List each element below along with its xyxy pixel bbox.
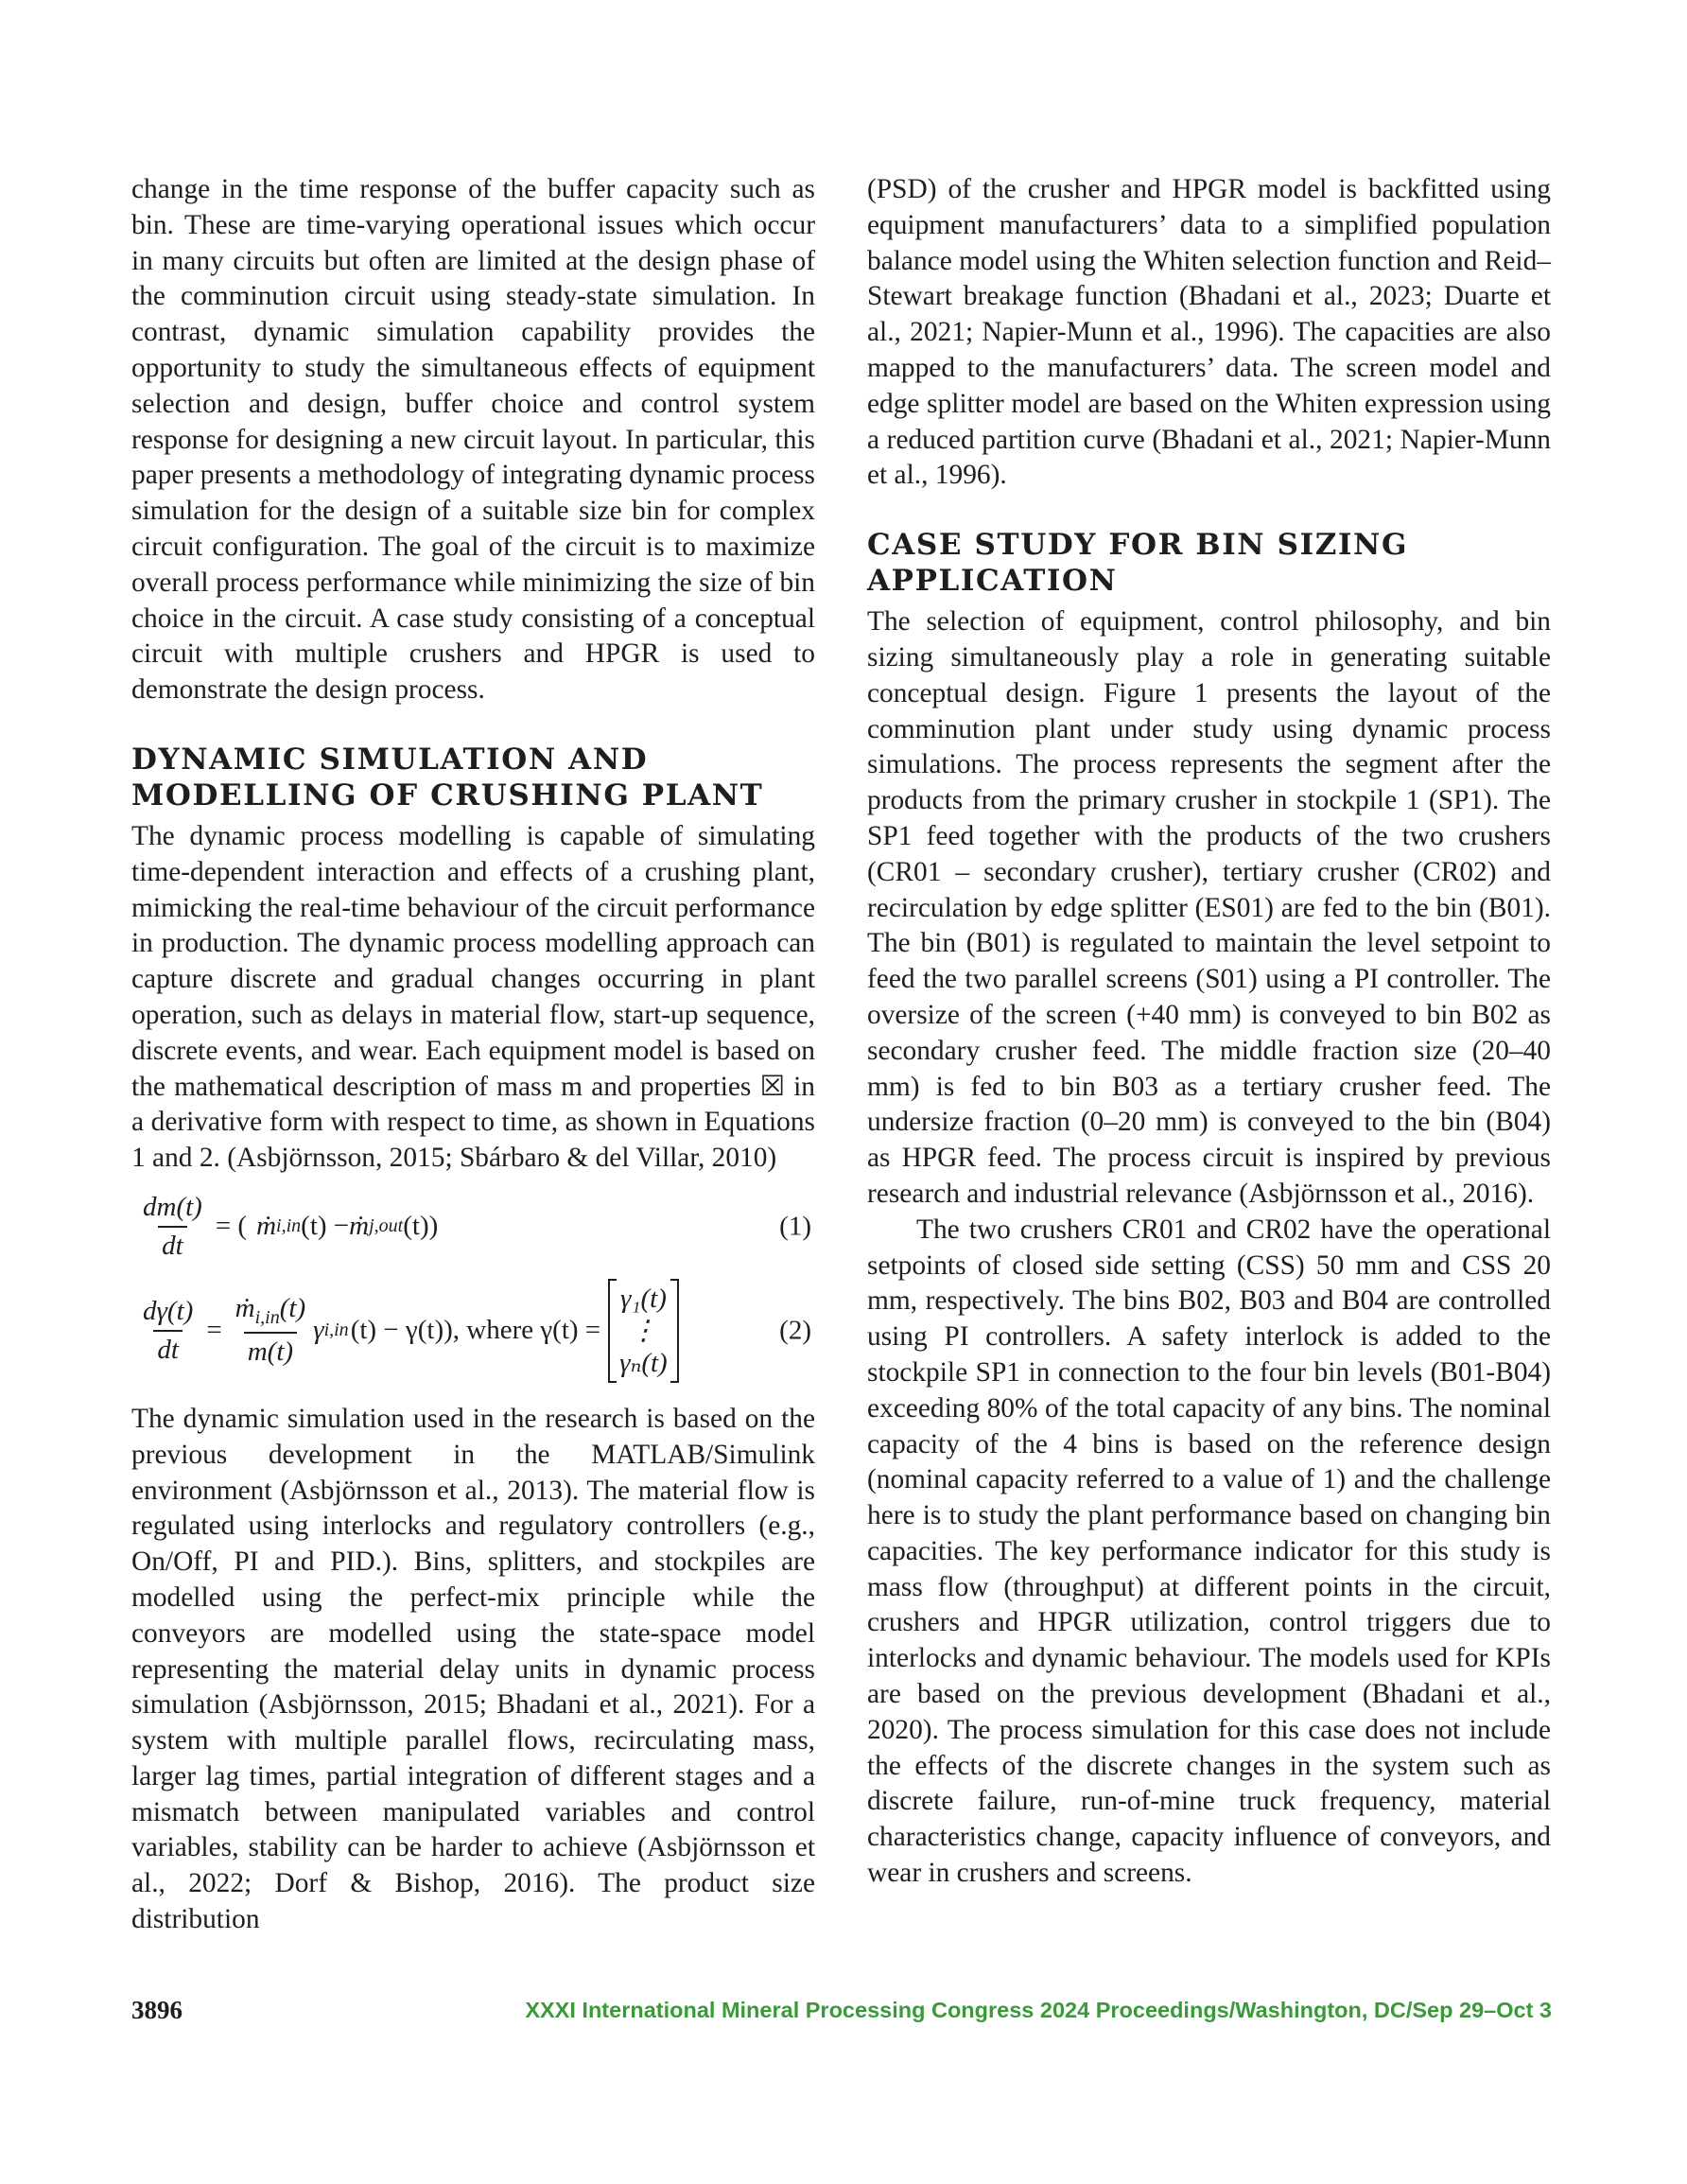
equation-2-number: (2) [779, 1315, 811, 1346]
page-footer [131, 1996, 1552, 2034]
case-study-paragraph: The selection of equipment, control philosophy, and bin sizing simultaneously play a role in generating suitable conceptual design. Figure 1 presents the layout of the comminution plant under study using dynamic process simulations. The process represents the segment after the products from the primary crusher in stockpile 1 (SP1). The SP1 feed together with the products of the two crushers (CR01 – secondary crusher), tertiary crusher (CR02) and recirculation by edge splitter (ES01) are fed to the bin (B01). The bin (B01) is regulated to maintain the level setpoint to feed the two parallel screens (S01) using a PI controller. The oversize of the screen (+40 mm) is conveyed to bin B02 as secondary crusher feed. The middle fraction size (20–40 mm) is fed to bin B03 as a tertiary crusher feed. The undersize fraction (0–20 mm) is conveyed to the bin (B04) as HPGR feed. The process circuit is inspired by previous research and industrial relevance (Asbjörnsson et al., 2016). [867, 606, 1551, 1209]
equation-1-lhs: $\frac{dm(t)}{dt}$ [143, 1191, 202, 1261]
left-column [131, 172, 815, 1938]
simulation-paragraph: The dynamic simulation used in the research is based on the previous development in the MATLAB/Simulink environment (Asbjörnsson et al., 2013). The material flow is regulated using interlocks and regulatory controllers (e.g., On/Off, PI and PID.). Bins, splitters, and stockpiles are modelled using the perfect-mix principle while the conveyors are modelled using the state-space model representing the material delay units in dynamic process simulation (Asbjörnsson, 2015; Bhadani et al., 2021). For a system with multiple parallel flows, recirculating mass, larger lag times, partial integration of different stages and a mismatch between manipulated variables and control variables, stability can be harder to achieve (Asbjörnsson et al., 2022; Dorf & Bishop, 2016). The product size distribution [131, 1403, 815, 1935]
heading-line: MODELLING OF CRUSHING PLANT [131, 778, 764, 812]
heading-line: APPLICATION [867, 564, 1118, 599]
section-heading-dynamic-simulation [131, 742, 815, 813]
running-footer-title: XXXI International Mineral Processing Congress 2024 Proceedings/Washington, DC/Sep 29–Oct 3 [525, 1998, 1552, 2022]
crushers-paragraph: The two crushers CR01 and CR02 have the operational setpoints of closed side setting (CSS) 50 mm and CSS 20 mm, respectively. The bins B02, B03 and B04 are controlled using PI controllers. A safety interlock is added to the stockpile SP1 in connection to the four bin levels (B01-B04) exceeding 80% of the total capacity of any bins. The nominal capacity of the 4 bins is based on the reference design (nominal capacity referred to a value of 1) and the challenge here is to study the plant performance based on changing bin capacities. The key performance indicator for this study is mass flow (throughput) at different points in the circuit, crushers and HPGR utilization, control triggers due to interlocks and dynamic behaviour. The models used for KPIs are based on the previous development (Bhadani et al., 2020). The process simulation for this case does not include the effects of the discrete changes in the system such as discrete failure, run-of-mine truck frequency, material characteristics change, capacity influence of conveyors, and wear in crushers and screens. [867, 1214, 1551, 1889]
equation-1: $\frac{dm(t)}{dt}$ = ( ṁ i,in (t) − ṁ j,out (t)) (1) [131, 1184, 815, 1269]
intro-paragraph: change in the time response of the buffer capacity such as bin. These are time-varying operational issues which occur in many circuits but often are limited at the design phase of the comminution circuit using steady-state simulation. In contrast, dynamic simulation capability provides the opportunity to study the simultaneous effects of equipment selection and design, buffer choice and control system response for designing a new circuit layout. In particular, this paper presents a methodology of integrating dynamic process simulation for the design of a suitable size bin for complex circuit configuration. The goal of the circuit is to maximize overall process performance while minimizing the size of bin choice in the circuit. A case study consisting of a conceptual circuit with multiple crushers and HPGR is used to demonstrate the design process. [131, 174, 815, 706]
equation-1-number: (1) [779, 1211, 811, 1242]
section-heading-case-study [867, 527, 1551, 599]
page-number: 3896 [131, 1996, 183, 2024]
heading-line: DYNAMIC SIMULATION AND [131, 742, 649, 777]
continuation-paragraph: (PSD) of the crusher and HPGR model is backfitted using equipment manufacturers’ data to a simplified population balance model using the Whiten selection function and Reid–Stewart breakage function (Bhadani et al., 2023; Duarte et al., 2021; Napier-Munn et al., 1996). The capacities are also mapped to the manufacturers’ data. The screen model and edge splitter model are based on the Whiten expression using a reduced partition curve (Bhadani et al., 2021; Napier-Munn et al., 1996). [867, 174, 1551, 491]
heading-line: CASE STUDY FOR BIN SIZING [867, 528, 1409, 563]
equation-2-fraction: $\frac{ṁ_{i,in}(t)}{m(t)}$ [235, 1293, 306, 1368]
gamma-vector: γ₁(t) ⋮ γₙ(t) [608, 1279, 679, 1383]
modelling-paragraph: The dynamic process modelling is capable of simulating time-dependent interaction and effects of a crushing plant, mimicking the real-time behaviour of the circuit performance in production. The dynamic process modelling approach can capture discrete and gradual changes occurring in plant operation, such as delays in material flow, start-up sequence, discrete events, and wear. Each equipment model is based on the mathematical description of mass m and properties ☒ in a derivative form with respect to time, as shown in Equations 1 and 2. (Asbjörnsson, 2015; Sbárbaro & del Villar, 2010) [131, 820, 815, 1174]
equation-2-lhs: $\frac{d\gamma(t)}{dt}$ [143, 1295, 194, 1365]
right-column [867, 172, 1551, 1892]
equation-2: $\frac{d\gamma(t)}{dt}$ = $\frac{ṁ_{i,in}(t)}{m(t)}$ γ i,in (t) − γ(t)), where γ(t) = γ₁(t) ⋮ γₙ(t) (2) [131, 1269, 815, 1392]
